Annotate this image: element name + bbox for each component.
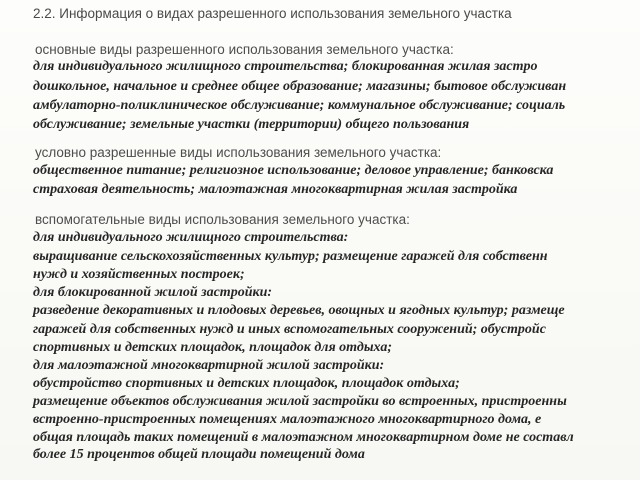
main-uses-line: амбулаторно-поликлиническое обслуживание; коммунальное обслуживание; социаль xyxy=(33,98,566,113)
main-uses-line: дошкольное, начальное и среднее общее образование; магазины; бытовое обслуживан xyxy=(33,79,567,94)
auxiliary-uses-line: для блокированной жилой застройки: xyxy=(33,285,273,300)
main-uses-line: обслуживание; земельные участки (территории) общего пользования xyxy=(33,117,470,132)
auxiliary-uses-line: общая площадь таких помещений в малоэтажном многоквартирном доме не составл xyxy=(33,430,574,445)
auxiliary-uses-line: более 15 процентов общей площади помещений дома xyxy=(33,447,365,462)
main-uses-label: основные виды разрешенного использования земельного участка: xyxy=(35,42,454,57)
conditional-uses-line: страховая деятельность; малоэтажная многоквартирная жилая застройка xyxy=(33,182,518,197)
auxiliary-uses-line: выращивание сельскохозяйственных культур; размещение гаражей для собственн xyxy=(33,249,548,264)
auxiliary-uses-line: для малоэтажной многоквартирной жилой застройки: xyxy=(33,358,385,373)
auxiliary-uses-line: спортивных и детских площадок, площадок для отдыха; xyxy=(33,340,393,355)
auxiliary-uses-line: гаражей для собственных нужд и иных вспомогательных сооружений; обустройс xyxy=(33,322,546,337)
auxiliary-uses-line: встроенно-пристроенных помещениях малоэтажного многоквартирного дома, е xyxy=(33,412,542,427)
conditional-uses-label: условно разрешенные виды использования земельного участка: xyxy=(35,145,442,160)
conditional-uses-line: общественное питание; религиозное использование; деловое управление; банковска xyxy=(33,163,554,178)
auxiliary-uses-line: нужд и хозяйственных построек; xyxy=(33,267,245,282)
auxiliary-uses-line: разведение декоративных и плодовых деревьев, овощных и ягодных культур; размеще xyxy=(33,303,565,318)
auxiliary-uses-line: размещение объектов обслуживания жилой застройки во встроенных, пристроенны xyxy=(33,394,567,409)
auxiliary-uses-line: обустройство спортивных и детских площадок, площадок отдыха; xyxy=(33,376,460,391)
auxiliary-uses-line: для индивидуального жилищного строительства: xyxy=(33,230,349,245)
section-heading: 2.2. Информация о видах разрешенного использования земельного участка xyxy=(33,6,512,21)
main-uses-line: для индивидуального жилищного строительства; блокированная жилая застро xyxy=(33,59,538,74)
auxiliary-uses-label: вспомогательные виды использования земельного участка: xyxy=(35,212,410,227)
